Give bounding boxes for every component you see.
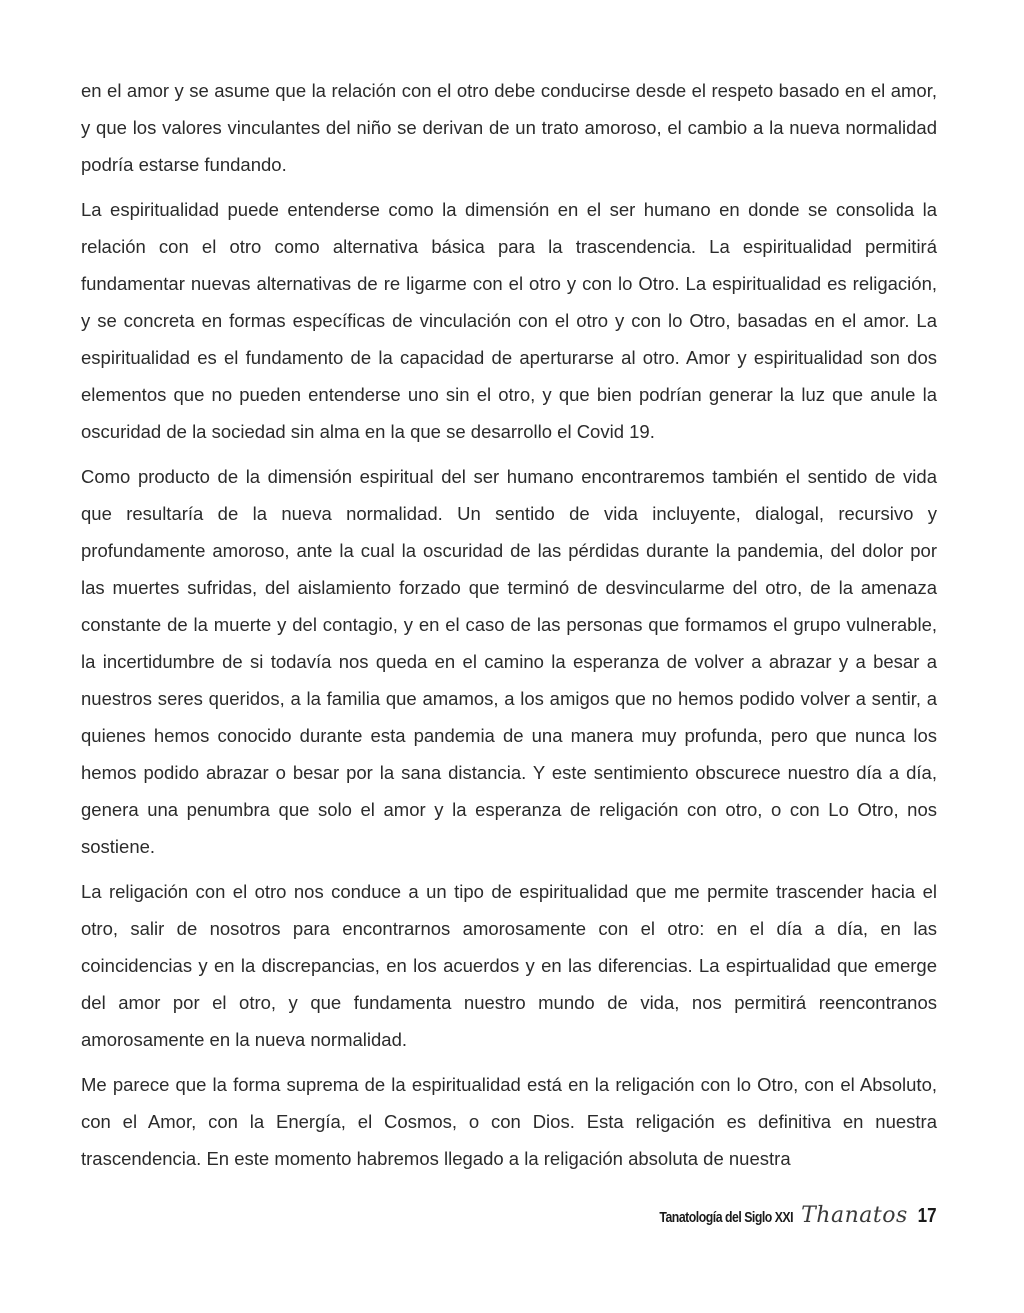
page-footer bbox=[630, 1203, 938, 1233]
paragraph-2: La espiritualidad puede entenderse como la dimensión en el ser humano en donde se consolida la relación con el otro como alternativa básica para la trascendencia. La espiritualidad permitirá fundamentar nuevas alternativas de re ligarme con el otro y con lo Otro. La espiritualidad es religación, y se concreta en formas específicas de vinculación con el otro y con lo Otro, basadas en el amor. La espiritualidad es el fundamento de la capacidad de aperturarse al otro. Amor y espiritualidad son dos elementos que no pueden entenderse uno sin el otro, y que bien podrían generar la luz que anule la oscuridad de la sociedad sin alma en la que se desarrollo el Covid 19. bbox=[81, 199, 937, 442]
journal-title: Tanatología del Siglo XXI bbox=[659, 1209, 794, 1226]
paragraph-3: Como producto de la dimensión espiritual del ser humano encontraremos también el sentido de vida que resultaría de la nueva normalidad. Un sentido de vida incluyente, dialogal, recursivo y profundamente amoroso, ante la cual la oscuridad de las pérdidas durante la pandemia, del dolor por las muertes sufridas, del aislamiento forzado que terminó de desvincularme del otro, de la amenaza constante de la muerte y del contagio, y en el caso de las personas que formamos el grupo vulnerable, la incertidumbre de si todavía nos queda en el camino la esperanza de volver a abrazar y a besar a nuestros seres queridos, a la familia que amamos, a los amigos que no hemos podido volver a sentir, a quienes hemos conocido durante esta pandemia de una manera muy profunda, pero que nunca los hemos podido abrazar o besar por la sana distancia. Y este sentimiento obscurece nuestro día a día, genera una penumbra que solo el amor y la esperanza de religación con otro, o con Lo Otro, nos sostiene. bbox=[81, 466, 937, 857]
page-number: 17 bbox=[917, 1205, 937, 1227]
paragraph-1: en el amor y se asume que la relación con el otro debe conducirse desde el respeto basado en el amor, y que los valores vinculantes del niño se derivan de un trato amoroso, el cambio a la nueva normalidad podría estarse fundando. bbox=[81, 80, 937, 175]
paragraph-5: Me parece que la forma suprema de la espiritualidad está en la religación con lo Otro, con el Absoluto, con el Amor, con la Energía, el Cosmos, o con Dios. Esta religación es definitiva en nuestra trascendencia. En este momento habremos llegado a la religación absoluta de nuestra bbox=[81, 1074, 937, 1169]
page-body bbox=[81, 72, 937, 1185]
journal-logo: Thanatos bbox=[801, 1203, 908, 1228]
paragraph-4: La religación con el otro nos conduce a un tipo de espiritualidad que me permite trascender hacia el otro, salir de nosotros para encontrarnos amorosamente con el otro: en el día a día, en las coincidencias y en la discrepancias, en los acuerdos y en las diferencias. La espirtualidad que emerge del amor por el otro, y que fundamenta nuestro mundo de vida, nos permitirá reencontranos amorosamente en la nueva normalidad. bbox=[81, 881, 937, 1050]
